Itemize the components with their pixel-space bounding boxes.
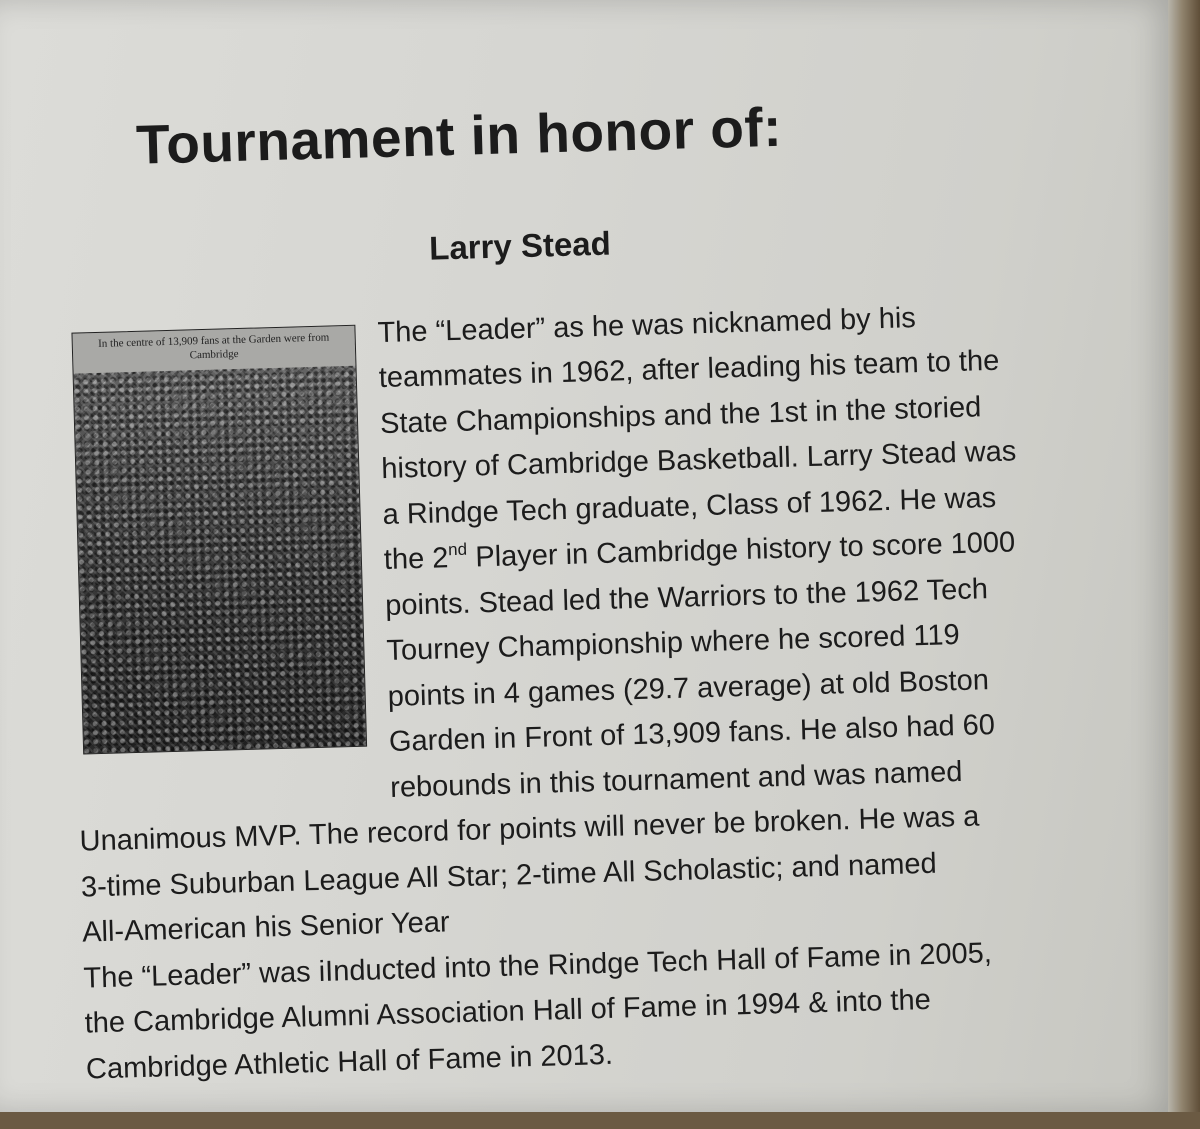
body-line: The “Leader” as he was nicknamed by his [377, 302, 917, 350]
body-line: State Championships and the 1st in the storied [379, 391, 982, 441]
body-line: 3-time Suburban League All Star; 2-time All Scholastic; and named [80, 847, 938, 904]
body-line: Tourney Championship where he scored 119 [386, 618, 961, 667]
body-text-segment: Player in Cambridge history to score 1000 [466, 526, 1016, 574]
body-line: All-American his Senior Year [81, 906, 451, 949]
body-line: points. Stead led the Warriors to the 1962 Tech [384, 573, 989, 623]
body-line: teammates in 1962, after leading his team to the [378, 344, 1000, 395]
body-line: points in 4 games (29.7 average) at old Boston [387, 664, 990, 713]
honoree-name: Larry Stead [428, 224, 612, 267]
body-line: Unanimous MVP. The record for points will never be broken. He was a [79, 800, 980, 858]
newspaper-photo [71, 325, 367, 755]
page-title: Tournament in honor of: [135, 95, 783, 176]
body-line: the Cambridge Alumni Association Hall of Fame in 1994 & into the [84, 983, 932, 1040]
body-line: Cambridge Athletic Hall of Fame in 2013. [85, 1038, 614, 1086]
body-line: history of Cambridge Basketball. Larry Stead was [380, 435, 1017, 486]
body-line: a Rindge Tech graduate, Class of 1962. He was [382, 481, 997, 532]
crowd-image [74, 366, 367, 754]
photo-caption: In the centre of 13,909 fans at the Garden were from Cambridge [72, 326, 355, 374]
body-line: rebounds in this tournament and was named [389, 755, 963, 804]
body-line: The “Leader” was iInducted into the Rindge Tech Hall of Fame in 2005, [83, 937, 993, 995]
body-line: Garden in Front of 13,909 fans. He also had 60 [388, 709, 996, 758]
body-text-segment: the 2 [383, 542, 449, 577]
ordinal-suffix: nd [447, 539, 468, 560]
